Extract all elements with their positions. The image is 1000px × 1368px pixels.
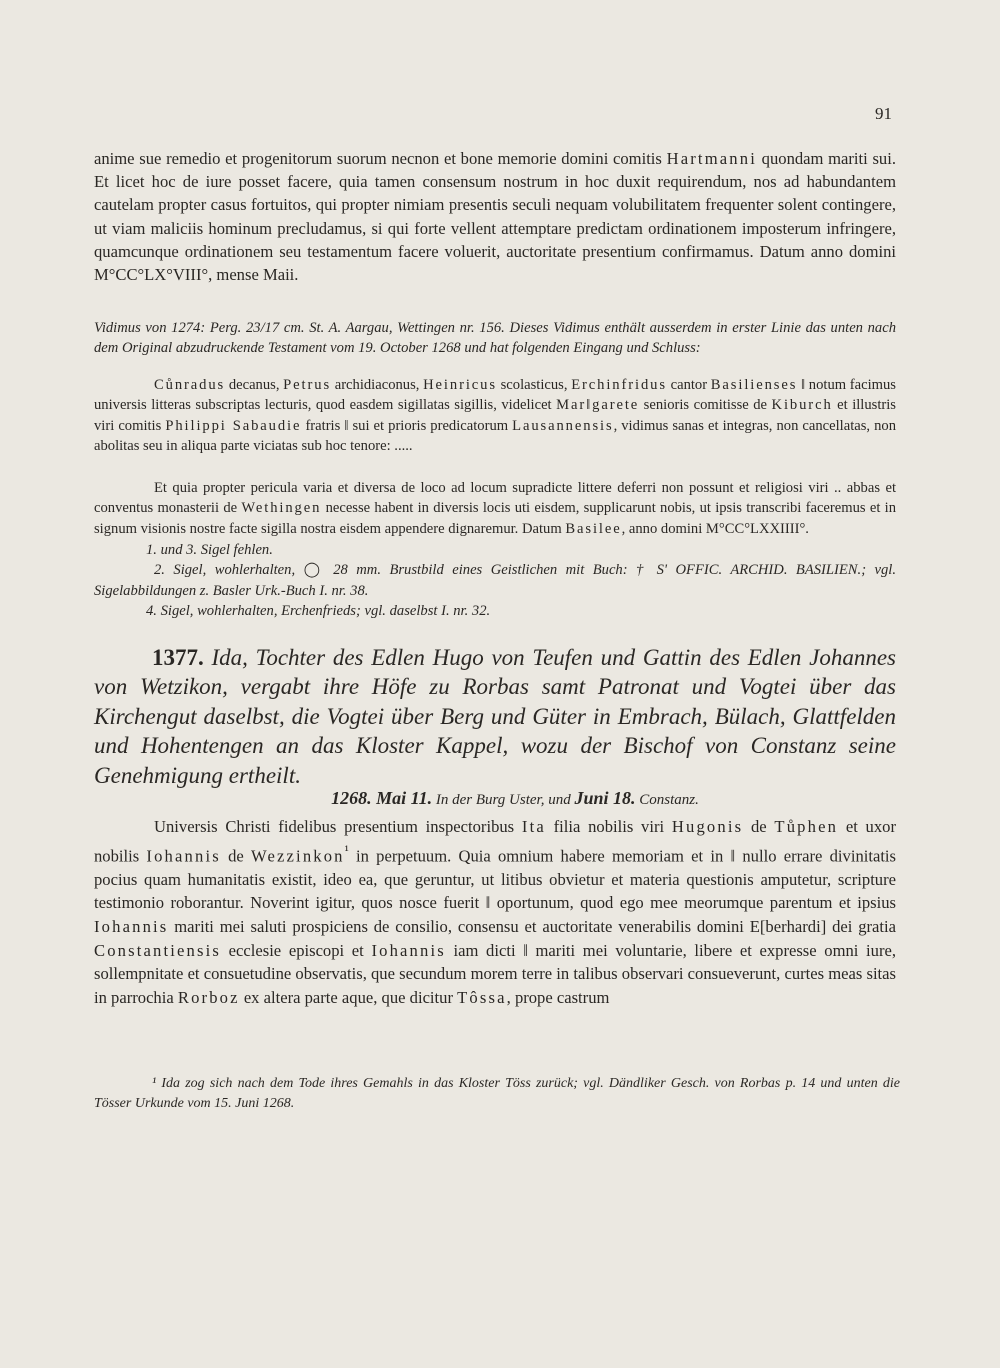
vidimus-text-2: Et quia propter pericula varia et diversa de loco ad locum supradicte littere deferri non possunt et religiosi viri .. abbas et conventus monasterii de Wethingen necesse habent in diversis locis uti eisdem, supplicarunt nobis, ut ipsis transcribi faceremus et in signum visionis nostre facte sigilla nostra eisdem appendere dignaremur. Datum Basilee, anno domini M°CC°LXXIIII°. <box>94 480 896 537</box>
text-segment: quondam mariti sui. Et licet hoc de iure posset facere, quia tamen consensum nostrum in hoc duxit requirendum, nos ad habundantem cautelam propter casus fortuitos, qui propter nimiam presentis seculi nequam volubilitatem frequenter solent contingere, ut viam maliciis hominum precludamus, si qui forte vellent attemptare predictam ordinationem imposterum infringere, quamcunque ordinationem seu testamentum facere voluerit, auctoritate presentium confirmamus. Datum anno domini M°CC°LX°VIII°, mense Maii. <box>94 149 896 285</box>
seal-note: 2. Sigel, wohlerhalten, ◯ 28 mm. Brustbild eines Geistlichen mit Buch: † S' OFFIC. ARCHID. BASILIEN.; vgl. Sigelabbildungen z. Basler Urk.-Buch I. nr. 38. <box>94 562 896 599</box>
vidimus-note: Vidimus von 1274: Perg. 23/17 cm. St. A. Aargau, Wettingen nr. 156. Dieses Vidimus enthält ausserdem in erster Linie das unten nach dem Original abzudruckende Testament vom 19. October 1268 und hat folgenden Eingang und Schluss: <box>94 320 896 357</box>
regest <box>94 643 896 790</box>
seal-note: 4. Sigel, wohlerhalten, Erchenfrieds; vgl. daselbst I. nr. 32. <box>146 603 491 620</box>
vidimus-text-1: Cůnradus decanus, Petrus archidiaconus, Heinricus scolasticus, Erchinfridus cantor Basilienses ‖ notum facimus universis litteras subscriptas lecturis, quod easdem sigillatas sigillis, videlicet Mar‖garete senioris comitisse de Kiburch et illustris viri comitis Philippi Sabaudie fratris ‖ sui et prioris predicatorum Lausannensis, vidimus sanas et integras, non cancellatas, non abolitas seu in aliqua parte viciatas sub hoc tenore: ..... <box>94 377 897 455</box>
name-spaced: Hartmanni <box>666 149 757 168</box>
seal-notes <box>94 540 896 622</box>
page-number: 91 <box>875 104 892 123</box>
seal-note: 1. und 3. Sigel fehlen. <box>146 542 273 558</box>
top-paragraph <box>94 147 896 286</box>
footnote: ¹ Ida zog sich nach dem Tode ihres Gemahls in das Kloster Töss zurück; vgl. Dändliker Gesch. von Rorbas p. 14 und unten die Tösser Urkunde vom 15. Juni 1268. <box>94 1076 900 1111</box>
regest-text: Ida, Tochter des Edlen Hugo von Teufen und Gattin des Edlen Johannes von Wetzikon, vergabt ihre Höfe zu Rorbas samt Patronat und Vogtei über das Kirchengut daselbst, die Vogtei über Berg und Güter in Embrach, Bülach, Glattfelden und Hohentengen an das Kloster Kappel, wozu der Bischof von Constanz seine Genehmigung ertheilt. <box>94 645 897 788</box>
dateline: 1268. Mai 11. In der Burg Uster, und Juni 18. Constanz. <box>331 788 699 808</box>
document-number: 1377. <box>152 645 204 670</box>
charter-text: Universis Christi fidelibus presentium inspectoribus Ita filia nobilis viri Hugonis de Tůphen et uxor nobilis Iohannis de Wezzinkon$^{^1}$ in perpetuum. Quia omnium habere memoriam et in ‖ nullo errare divinitatis pocius quam humanitatis existit, ideo ea, que geruntur, ut litibus obvietur et materia questionis amputetur, scripture testimonio roborantur. Noverint igitur, quos nosce fuerit ‖ oportunum, quod ego mee meorumque parentum et ipsius Iohannis mariti mei saluti prospiciens de consilio, consensu et auctoritate venerabilis domini E[berhardi] dei gratia Constantiensis ecclesie episcopi et Iohannis iam dicti ‖ mariti mei voluntarie, libere et expresse omni iure, sollempnitate et consuetudine observatis, que secundum morem terre in talibus observari consueverunt, curtes meas sitas in parrochia Rorboz ex altera parte aque, que dicitur Tôssa, prope castrum <box>94 817 897 1007</box>
text-segment: anime sue remedio et progenitorum suorum necnon et bone memorie domini comitis <box>94 149 667 168</box>
